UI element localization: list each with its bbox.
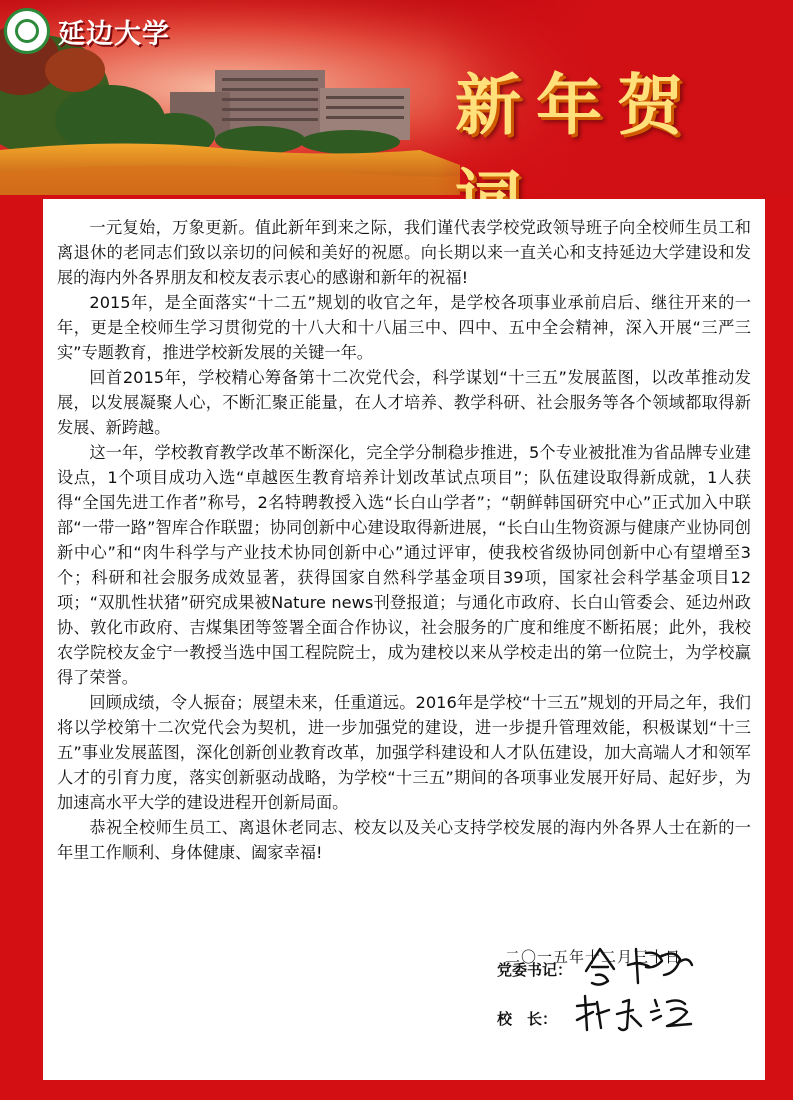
paragraph: 回首2015年，学校精心筹备第十二次党代会，科学谋划“十三五”发展蓝图，以改革推动发展，以发展凝聚人心，不断汇聚正能量，在人才培养、教学科研、社会服务等各个领域都取得新发展、新跨越。 [57, 368, 751, 437]
paragraph: 2015年，是全面落实“十二五”规划的收官之年，是学校各项事业承前启后、继往开来的一年，更是全校师生学习贯彻党的十八大和十八届三中、四中、五中全会精神，深入开展“三严三实”专题教育，推进学校新发展的关键一年。 [57, 293, 751, 362]
president-label: 校 长： [497, 1010, 558, 1028]
president-handwritten-signature [571, 992, 711, 1036]
paragraph: 恭祝全校师生员工、离退休老同志、校友以及关心支持学校发展的海内外各界人士在新的一年里工作顺利、身体健康、阖家幸福! [57, 818, 751, 862]
paragraph: 一元复始，万象更新。值此新年到来之际，我们谨代表学校党政领导班子向全校师生员工和离退休的老同志们致以亲切的问候和美好的祝愿。向长期以来一直关心和支持延边大学建设和发展的海内外各界朋友和校友表示衷心的感谢和新年的祝福! [57, 218, 751, 287]
letter-body [43, 199, 765, 1080]
university-name: 延边大学 [58, 18, 170, 50]
secretary-label: 党委书记： [497, 961, 573, 979]
university-logo[interactable] [4, 8, 170, 54]
date: 二〇一五年十二月三十日 [505, 948, 682, 966]
header-banner [0, 0, 793, 195]
paragraph: 这一年，学校教育教学改革不断深化，完全学分制稳步推进，5个专业被批准为省品牌专业建设点，1个项目成功入选“卓越医生教育培养计划改革试点项目”；队伍建设取得新成就，1人获得“全国先进工作者”称号，2名特聘教授入选“长白山学者”；“朝鲜韩国研究中心”正式加入中联部“一带一路”智库合作联盟；协同创新中心建设取得新进展，“长白山生物资源与健康产业协同创新中心”和“肉牛科学与产业技术协同创新中心”通过评审，使我校省级协同创新中心有望增至3个；科研和社会服务成效显著，获得国家自然科学基金项目39项，国家社会科学基金项目12项；“双肌性状猪”研究成果被Nature news刊登报道；与通化市政府、长白山管委会、延边州政协、敦化市政府、吉煤集团等签署全面合作协议，社会服务的广度和维度不断拓展；此外，我校农学院校友金宁一教授当选中国工程院院士，成为建校以来从学校走出的第一位院士，为学校赢得了荣誉。 [57, 443, 751, 687]
page-title: 新年贺 [455, 66, 698, 144]
president-signature-block [43, 992, 765, 1032]
university-emblem-icon [4, 8, 50, 54]
paragraph: 回顾成绩，令人振奋；展望未来，任重道远。2016年是学校“十三五”规划的开局之年，我们将以学校第十二次党代会为契机，进一步加强党的建设，进一步提升管理效能，积极谋划“十三五”事业发展蓝图，深化创新创业教育改革，加强学科建设和人才队伍建设，加大高端人才和领军人才的引育力度，落实创新驱动战略，为学校“十三五”期间的各项事业发展开好局、起好步，为加速高水平大学的建设进程开创新局面。 [57, 693, 751, 812]
